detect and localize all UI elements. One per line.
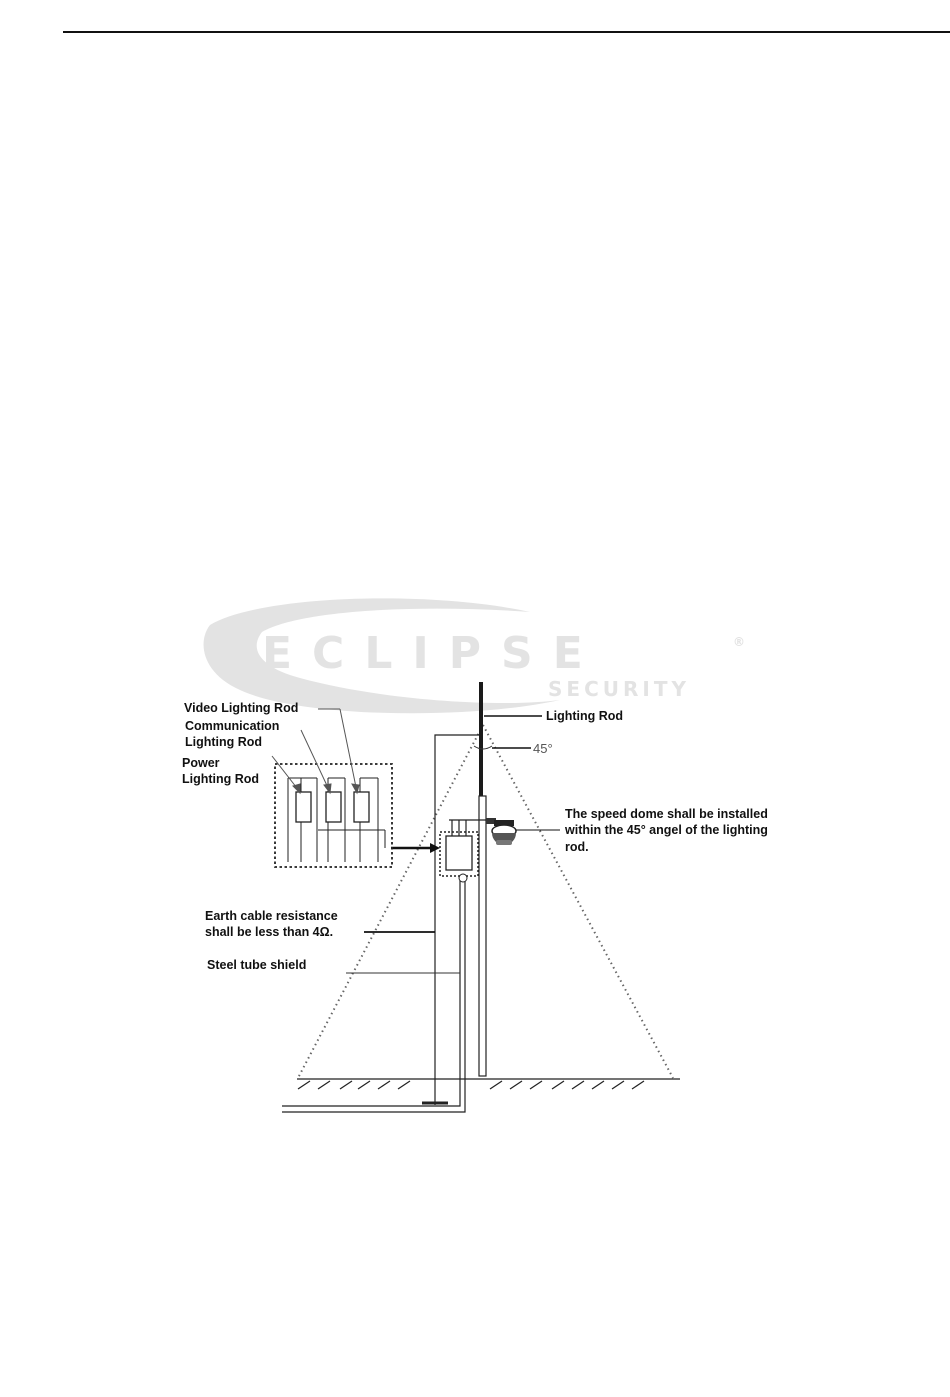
protector-panel: [275, 764, 392, 867]
connection-arrow: [391, 843, 440, 853]
earth-cable-label-line1: Earth cable resistance: [205, 909, 338, 923]
angle-label: 45°: [533, 741, 553, 756]
speed-dome-icon: [486, 818, 516, 845]
steel-tube-label: Steel tube shield: [207, 958, 307, 972]
power-rod-label-line2: Lighting Rod: [182, 772, 260, 786]
pole: [479, 796, 486, 1076]
speed-dome-note-line3: rod.: [565, 840, 589, 854]
ground: [297, 1079, 680, 1089]
speed-dome-note-line2: within the 45° angel of the lighting: [565, 823, 768, 837]
eclipse-watermark: [204, 598, 745, 713]
equipment-frame: [422, 735, 479, 1105]
video-rod-label: Video Lighting Rod: [184, 701, 299, 715]
lighting-rod: [479, 682, 483, 812]
lighting-rod-label: Lighting Rod: [546, 709, 624, 723]
speed-dome-note-line1: The speed dome shall be installed: [565, 807, 768, 821]
watermark-brand: ECLIPSE: [262, 628, 603, 679]
comm-rod-label-line1: Communication: [185, 719, 280, 733]
earth-cable-label-line2: shall be less than 4Ω.: [205, 925, 334, 939]
comm-rod-label-line2: Lighting Rod: [185, 735, 263, 749]
power-rod-label-line1: Power: [182, 756, 220, 770]
watermark-mark: ®: [733, 635, 745, 649]
watermark-sub: SECURITY: [548, 677, 690, 701]
